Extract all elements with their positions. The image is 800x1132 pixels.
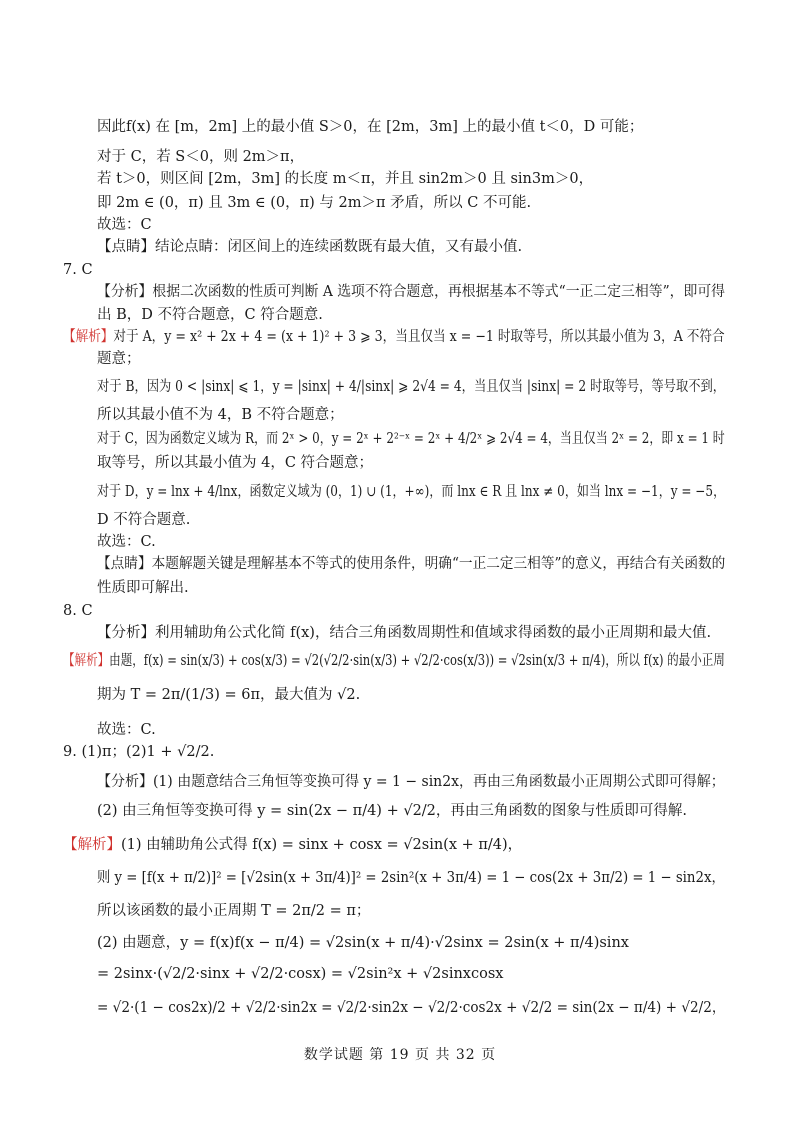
text-line: [97, 240, 522, 255]
line-text: 对于 A，y = x² + 2x + 4 = (x + 1)² + 3 ⩾ 3，当且仅当 x = −1 时取等号，所以其最小值为 3，A 不符合: [113, 329, 725, 345]
line-text: 因此f(x) 在 [m，2m] 上的最小值 S＞0，在 [2m，3m] 上的最小值 t＜0，D 可能；: [97, 119, 644, 135]
text-line: [97, 150, 304, 165]
line-text: 【点睛】本题解题关键是理解基本不等式的使用条件，明确“一正二定三相等”的意义，再结合有关函数的: [97, 556, 726, 572]
text-line: [97, 871, 725, 886]
text-line: [97, 581, 189, 596]
analysis-tag: 【解析】: [63, 837, 121, 853]
text-line: [97, 626, 711, 641]
text-line: [97, 352, 141, 367]
line-text: (1) 由辅助角公式得 f(x) = sinx + cosx = √2sin(x + π/4)，: [121, 837, 523, 853]
text-line: [63, 654, 725, 669]
line-text: 【分析】根据二次函数的性质可判断 A 选项不符合题意，再根据基本不等式“一正二定三相等”，即可得: [97, 284, 726, 300]
line-text: 出 B，D 不符合题意，C 符合题意.: [97, 307, 323, 323]
text-line: [97, 456, 373, 471]
text-line: [97, 432, 725, 447]
line-text: 故选：C.: [97, 534, 156, 550]
text-line: [97, 172, 593, 187]
text-line: [97, 804, 687, 819]
text-line: [97, 485, 725, 500]
text-line: [97, 557, 725, 572]
text-line: [97, 380, 725, 395]
text-line: [97, 535, 156, 550]
line-text: 故选：C: [97, 217, 152, 233]
text-line: [97, 308, 323, 323]
line-text: 题意；: [97, 351, 141, 367]
text-line: [63, 263, 93, 278]
line-text: 所以该函数的最小正周期 T = 2π/2 = π；: [97, 903, 371, 919]
text-line: [97, 218, 152, 233]
text-line: [97, 1001, 725, 1016]
analysis-tag: 【解析】: [63, 653, 110, 669]
line-text: 则 y = [f(x + π/2)]² = [√2sin(x + 3π/4)]² = 2sin²(x + 3π/4) = 1 − cos(2x + 3π/2) = 1 − sin2x，: [97, 870, 725, 886]
text-line: [97, 120, 643, 135]
line-text: 8. C: [63, 603, 93, 619]
line-text: 对于 C，若 S＜0，则 2m＞π，: [97, 149, 305, 165]
text-line: [97, 775, 725, 790]
text-line: [97, 196, 531, 211]
text-line: [97, 688, 360, 703]
text-line: [97, 723, 156, 738]
line-text: (2) 由三角恒等变换可得 y = sin(2x − π/4) + √2/2，再由三角函数的图象与性质即可得解.: [97, 803, 688, 819]
line-text: 【点睛】结论点睛：闭区间上的连续函数既有最大值，又有最小值.: [97, 239, 523, 255]
text-line: [63, 604, 93, 619]
line-text: 若 t＞0，则区间 [2m，3m] 的长度 m＜π，并且 sin2m＞0 且 sin3m＞0，: [97, 171, 594, 187]
line-text: 性质即可解出.: [97, 580, 189, 596]
line-text: 7. C: [63, 262, 93, 278]
line-text: 【分析】利用辅助角公式化简 f(x)，结合三角函数周期性和值域求得函数的最小正周期和最大值.: [97, 625, 712, 641]
line-text: 由题，f(x) = sin(x/3) + cos(x/3) = √2(√2/2·sin(x/3) + √2/2·cos(x/3)) = √2sin(x/3 + π/4)，所以 f(x) 的最小正周: [109, 653, 725, 669]
page-footer: 数学试题 第 19 页 共 32 页: [303, 1047, 497, 1063]
text-line: [97, 408, 344, 423]
line-text: = 2sinx·(√2/2·sinx + √2/2·cosx) = √2sin²x + √2sinxcosx: [97, 966, 504, 982]
text-line: [63, 330, 725, 345]
line-text: 取等号，所以其最小值为 4，C 符合题意；: [97, 455, 374, 471]
line-text: 即 2m ∈ (0，π) 且 3m ∈ (0，π) 与 2m＞π 矛盾，所以 C 不可能.: [97, 195, 532, 211]
text-line: [97, 285, 725, 300]
line-text: 对于 C，因为函数定义域为 R，而 2ˣ > 0，y = 2ˣ + 2²⁻ˣ = 2ˣ + 4/2ˣ ⩾ 2√4 = 4，当且仅当 2ˣ = 2，即 x = 1 时: [97, 431, 725, 447]
text-line: [97, 967, 503, 982]
text-line: [63, 745, 214, 760]
line-text: 故选：C.: [97, 722, 156, 738]
line-text: = √2·(1 − cos2x)/2 + √2/2·sin2x = √2/2·sin2x − √2/2·cos2x + √2/2 = sin(2x − π/4) + √2/2，: [97, 1000, 726, 1016]
text-line: [97, 936, 629, 951]
line-text: (2) 由题意，y = f(x)f(x − π/4) = √2sin(x + π/4)·√2sinx = 2sin(x + π/4)sinx: [97, 935, 629, 951]
line-text: 【分析】(1) 由题意结合三角恒等变换可得 y = 1 − sin2x，再由三角函数最小正周期公式即可得解；: [97, 774, 725, 790]
line-text: 9. (1)π；(2)1 + √2/2.: [63, 744, 215, 760]
text-line: [97, 513, 190, 528]
analysis-tag: 【解析】: [63, 329, 114, 345]
text-line: [97, 904, 370, 919]
text-line: [63, 838, 522, 853]
line-text: 对于 D，y = lnx + 4/lnx，函数定义域为 (0，1) ∪ (1，+∞)，而 lnx ∈ R 且 lnx ≠ 0，如当 lnx = −1，y = −5，: [97, 484, 726, 500]
line-text: 所以其最小值不为 4，B 不符合题意；: [97, 407, 344, 423]
line-text: 期为 T = 2π/(1/3) = 6π，最大值为 √2.: [97, 687, 361, 703]
line-text: 对于 B，因为 0 < |sinx| ⩽ 1，y = |sinx| + 4/|sinx| ⩾ 2√4 = 4，当且仅当 |sinx| = 2 时取等号，等号取不到，: [97, 379, 726, 395]
line-text: D 不符合题意.: [97, 512, 191, 528]
